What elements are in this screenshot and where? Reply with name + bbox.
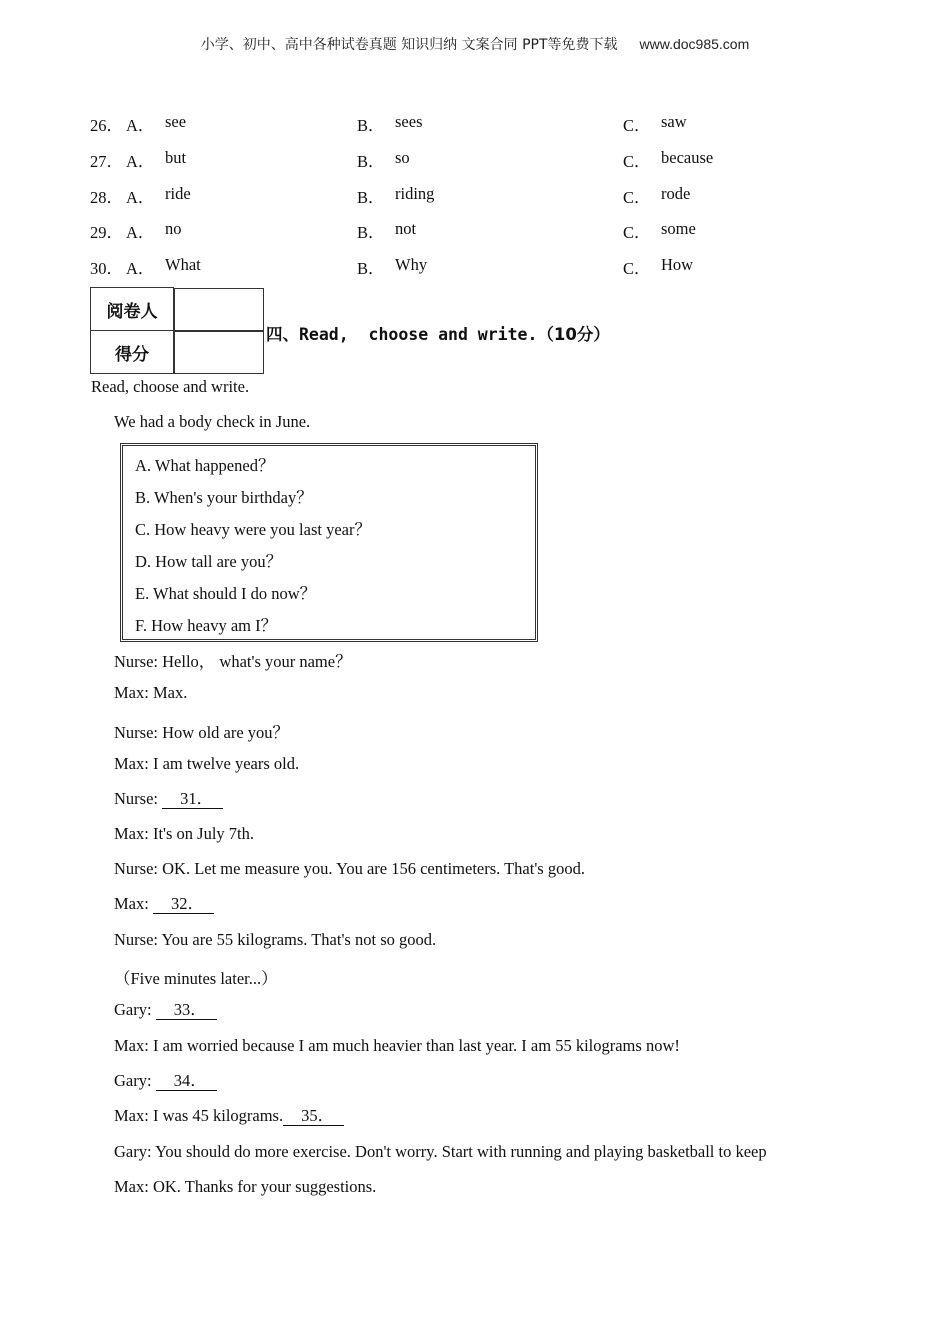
dialogue-line — [114, 894, 214, 914]
option-a-letter: A． — [126, 223, 155, 242]
option-item: D. How tall are you？ — [135, 552, 283, 571]
option-a-letter: A． — [126, 152, 155, 171]
option-c: because — [661, 148, 714, 167]
dialogue-line: Gary: You should do more exercise. Don't worry. Start with running and playing basketball to keep — [114, 1142, 767, 1161]
answer-blank-35[interactable]: 35． — [283, 1107, 344, 1126]
stage-direction: （Five minutes later...） — [114, 969, 278, 988]
option-b: so — [395, 148, 410, 167]
option-b: riding — [395, 184, 435, 203]
section-points: （10分） — [537, 325, 610, 344]
page-header — [0, 34, 950, 54]
score-cell[interactable] — [174, 331, 264, 374]
option-a: see — [165, 112, 187, 131]
question-row — [0, 112, 950, 136]
option-c-letter: C． — [623, 152, 651, 171]
option-item: B. When's your birthday？ — [135, 488, 313, 507]
question-row — [0, 184, 950, 208]
instruction: Read, choose and write. — [91, 377, 250, 396]
reviewer-cell[interactable] — [174, 288, 264, 331]
dialogue-line: Max: It's on July 7th. — [114, 824, 255, 843]
dialogue-line — [114, 1000, 217, 1020]
option-item: A. What happened？ — [135, 456, 275, 475]
grader-table — [90, 287, 265, 374]
section-title — [266, 321, 610, 345]
option-a-letter: A． — [126, 259, 155, 278]
option-a-letter: A． — [126, 116, 155, 135]
option-b-letter: B． — [357, 116, 385, 135]
option-item: F. How heavy am I？ — [135, 616, 278, 635]
question-number: 29． — [90, 223, 123, 242]
speaker: Nurse: — [114, 789, 163, 808]
option-a: What — [165, 255, 201, 274]
option-a-letter: A． — [126, 188, 155, 207]
answer-blank-33[interactable]: 33． — [156, 1001, 217, 1020]
option-c: saw — [661, 112, 687, 131]
option-item: C. How heavy were you last year？ — [135, 520, 371, 539]
answer-blank-31[interactable]: 31． — [162, 790, 223, 809]
option-b: Why — [395, 255, 428, 274]
option-b-letter: B． — [357, 259, 385, 278]
option-item: E. What should I do now？ — [135, 584, 317, 603]
speaker: Max: — [114, 894, 153, 913]
option-b: not — [395, 219, 417, 238]
question-number: 26． — [90, 116, 123, 135]
option-c: rode — [661, 184, 691, 203]
dialogue-line: Max: I am worried because I am much heavier than last year. I am 55 kilograms now! — [114, 1036, 680, 1055]
section-title-text: Read, choose and write. — [299, 325, 538, 344]
score-label: 得分 — [91, 331, 174, 374]
options-box — [120, 443, 538, 642]
speaker: Gary: — [114, 1071, 156, 1090]
dialogue-line — [114, 1071, 217, 1091]
option-c-letter: C． — [623, 259, 651, 278]
header-url[interactable]: www.doc985.com — [639, 36, 750, 52]
header-text: 小学、初中、高中各种试卷真题 知识归纳 文案合同 PPT等免费下载 — [200, 37, 618, 53]
option-c-letter: C． — [623, 116, 651, 135]
option-c-letter: C． — [623, 223, 651, 242]
dialogue-line — [114, 789, 223, 809]
dialogue-line — [114, 1106, 344, 1126]
reviewer-label: 阅卷人 — [91, 288, 174, 331]
question-row — [0, 255, 950, 279]
dialogue-line: Max: OK. Thanks for your suggestions. — [114, 1177, 377, 1196]
option-c: How — [661, 255, 694, 274]
option-b-letter: B． — [357, 223, 385, 242]
intro-text: We had a body check in June. — [114, 412, 311, 431]
question-row — [0, 219, 950, 243]
option-c-letter: C． — [623, 188, 651, 207]
dialogue-text: Max: I was 45 kilograms. — [114, 1106, 284, 1125]
option-b-letter: B． — [357, 152, 385, 171]
answer-blank-32[interactable]: 32． — [153, 895, 214, 914]
question-number: 30． — [90, 259, 123, 278]
dialogue-line: Max: Max. — [114, 683, 188, 702]
dialogue-line: Max: I am twelve years old. — [114, 754, 300, 773]
question-number: 28． — [90, 188, 123, 207]
dialogue-line: Nurse: You are 55 kilograms. That's not so good. — [114, 930, 437, 949]
answer-blank-34[interactable]: 34． — [156, 1072, 217, 1091]
section-number: 四、 — [266, 325, 299, 344]
question-row — [0, 148, 950, 172]
dialogue-line: Nurse: How old are you？ — [114, 723, 290, 742]
dialogue-line: Nurse: OK. Let me measure you. You are 156 centimeters. That's good. — [114, 859, 585, 878]
option-b-letter: B． — [357, 188, 385, 207]
question-number: 27． — [90, 152, 123, 171]
option-c: some — [661, 219, 696, 238]
option-a: but — [165, 148, 187, 167]
option-b: sees — [395, 112, 423, 131]
dialogue-line: Nurse: Hello， what's your name？ — [114, 652, 352, 671]
option-a: no — [165, 219, 182, 238]
option-a: ride — [165, 184, 191, 203]
speaker: Gary: — [114, 1000, 156, 1019]
